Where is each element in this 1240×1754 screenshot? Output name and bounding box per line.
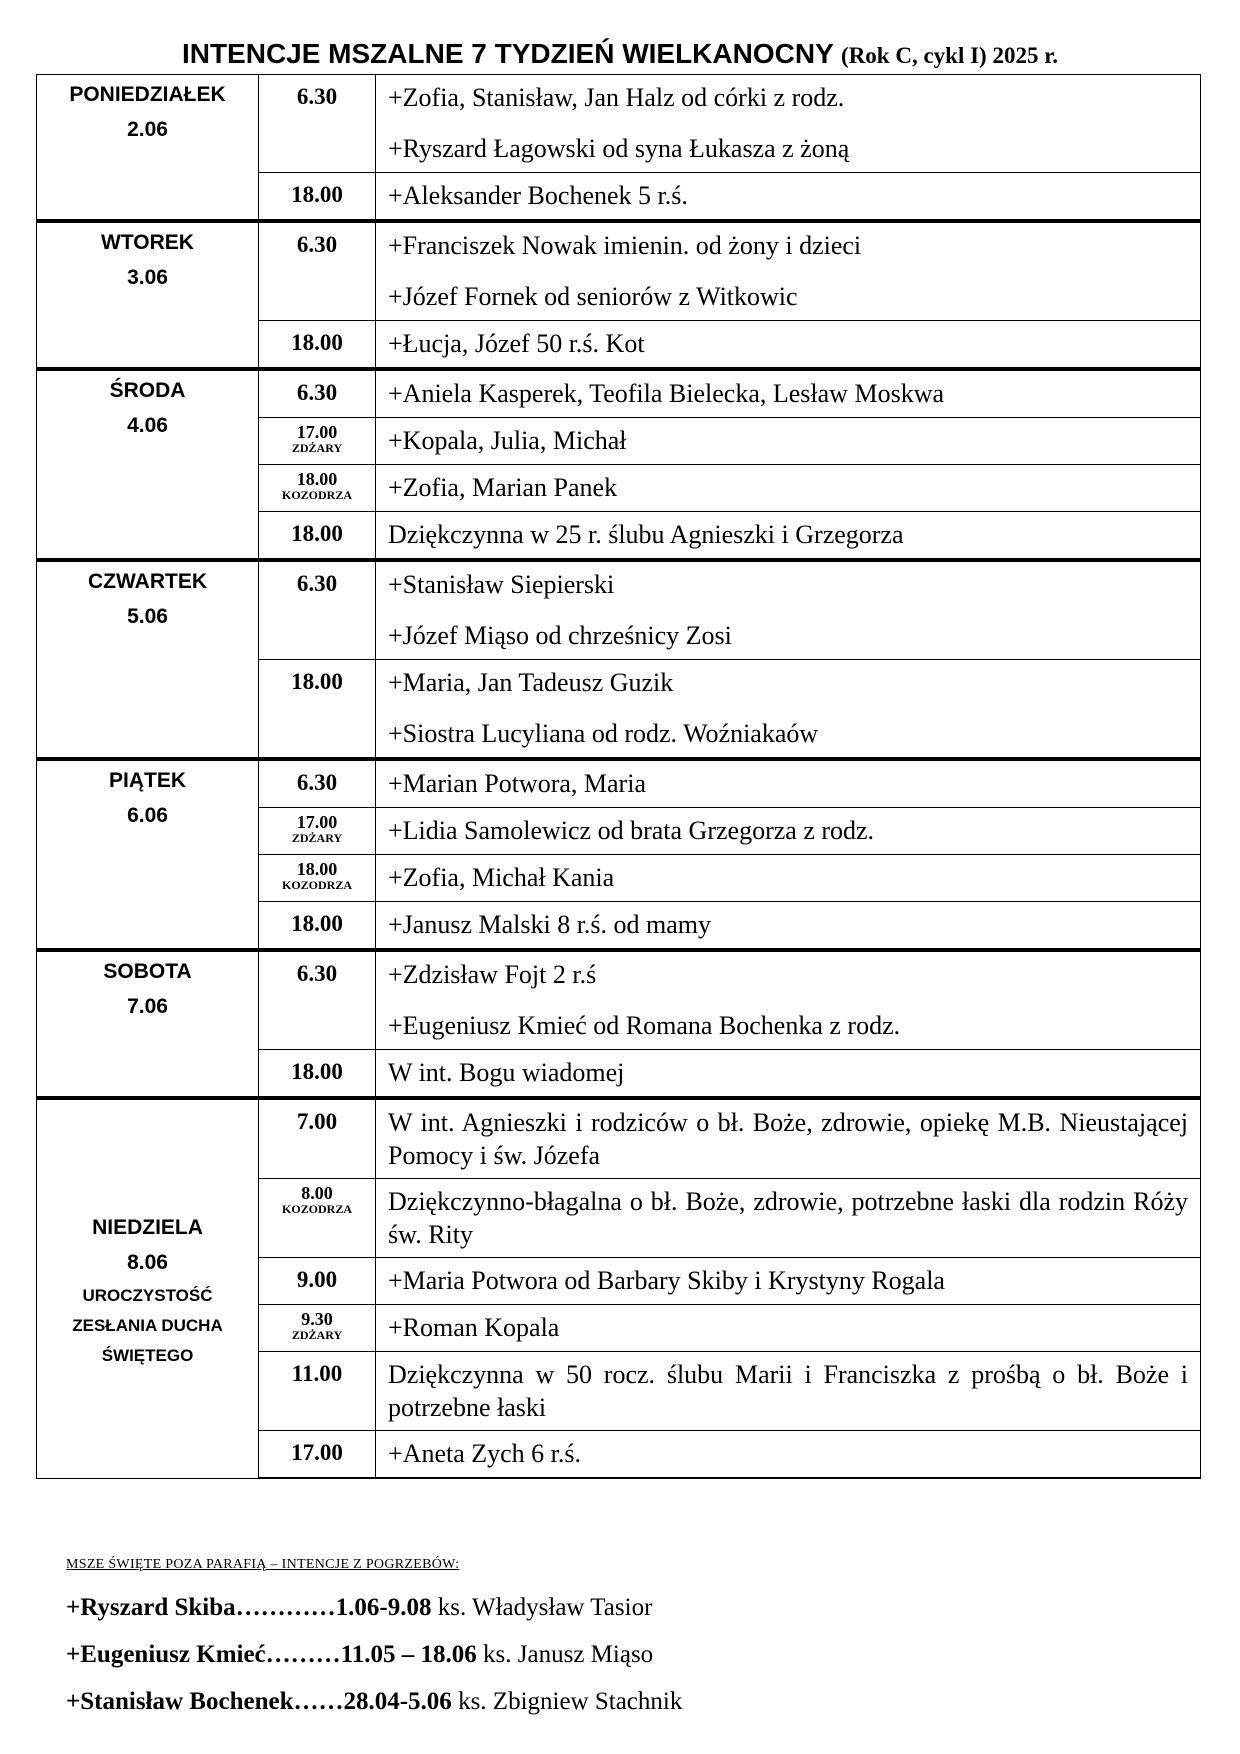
- intention-text: +Marian Potwora, Maria: [388, 769, 646, 798]
- deceased-name: +Eugeniusz Kmieć………: [66, 1641, 341, 1668]
- day-cell: [37, 950, 259, 1098]
- deceased-name: +Ryszard Skiba…………: [66, 1594, 336, 1621]
- intention-text: Dziękczynno-błagalna o bł. Boże, zdrowie, potrzebne łaski dla rodzin Róży św. Rity: [388, 1187, 1188, 1249]
- priest-name: ks. Janusz Miąso: [476, 1641, 654, 1668]
- day-cell: [37, 759, 259, 950]
- day-name: PIĄTEK: [108, 769, 186, 792]
- intention-cell: [376, 173, 1201, 222]
- schedule-body: [37, 75, 1201, 1479]
- mass-row: [37, 759, 1201, 808]
- title-main: INTENCJE MSZALNE 7 TYDZIEŃ WIELKANOCNY: [181, 38, 834, 69]
- mass-location: KOZODRZA: [281, 488, 352, 502]
- intention-text: +Zofia, Marian Panek: [388, 473, 618, 502]
- intention-cell: [376, 221, 1201, 321]
- time-cell: [259, 660, 376, 760]
- mass-time: 18.00: [291, 521, 343, 546]
- mass-time: 7.00: [296, 1109, 338, 1134]
- mass-time: 18.00: [296, 859, 338, 879]
- priest-name: ks. Zbigniew Stachnik: [451, 1688, 683, 1715]
- mass-time: 9.30: [301, 1309, 333, 1329]
- day-date: 7.06: [127, 995, 168, 1018]
- intention-text: +Maria Potwora od Barbary Skiby i Krystyny Rogala: [388, 1266, 945, 1295]
- intention-text: +Ryszard Łagowski od syna Łukasza z żoną: [388, 134, 850, 163]
- time-cell: [259, 560, 376, 660]
- intention-cell: [376, 321, 1201, 370]
- time-cell: [259, 173, 376, 222]
- time-cell: [259, 759, 376, 808]
- mass-time: 18.00: [291, 669, 343, 694]
- time-cell: [259, 369, 376, 418]
- time-cell: [259, 902, 376, 951]
- mass-time: 6.30: [296, 232, 338, 257]
- intention-text: W int. Agnieszki i rodziców o bł. Boże, zdrowie, opiekę M.B. Nieustającej Pomocy i św. Józefa: [388, 1108, 1188, 1170]
- day-date: 3.06: [127, 266, 168, 289]
- day-cell: [37, 369, 259, 560]
- day-date: 2.06: [127, 118, 168, 141]
- day-cell: [37, 560, 259, 759]
- time-cell: [259, 1352, 376, 1431]
- mass-time: 17.00: [296, 422, 338, 442]
- day-date: 4.06: [127, 414, 168, 437]
- day-name: PONIEDZIAŁEK: [69, 83, 226, 106]
- intention-text: Dziękczynna w 25 r. ślubu Agnieszki i Grzegorza: [388, 520, 904, 549]
- mass-time: 18.00: [291, 182, 343, 207]
- external-mass-row: [66, 1595, 682, 1620]
- time-cell: [259, 1305, 376, 1352]
- intention-cell: [376, 808, 1201, 855]
- intention-text: +Siostra Lucyliana od rodz. Woźniakaów: [388, 719, 819, 748]
- mass-time: 17.00: [296, 812, 338, 832]
- mass-row: [37, 369, 1201, 418]
- priest-name: ks. Władysław Tasior: [431, 1594, 653, 1621]
- external-mass-row: [66, 1689, 682, 1714]
- mass-time: 18.00: [296, 469, 338, 489]
- intention-cell: [376, 560, 1201, 660]
- intention-cell: [376, 950, 1201, 1050]
- time-cell: [259, 808, 376, 855]
- time-cell: [259, 512, 376, 561]
- intention-cell: [376, 1352, 1201, 1431]
- mass-time: 6.30: [296, 380, 338, 405]
- time-cell: [259, 321, 376, 370]
- external-mass-row: [66, 1642, 682, 1667]
- time-cell: [259, 418, 376, 465]
- mass-time: 8.00: [301, 1183, 333, 1203]
- mass-intentions-table: [36, 74, 1201, 1479]
- intention-text: +Zdzisław Fojt 2 r.ś: [388, 960, 597, 989]
- intention-text: +Łucja, Józef 50 r.ś. Kot: [388, 329, 645, 358]
- intention-text: +Aneta Zych 6 r.ś.: [388, 1439, 582, 1468]
- intention-text: +Aniela Kasperek, Teofila Bielecka, Lesław Moskwa: [388, 379, 945, 408]
- intention-cell: [376, 1305, 1201, 1352]
- mass-row: [37, 221, 1201, 321]
- intention-cell: [376, 855, 1201, 902]
- mass-location: KOZODRZA: [281, 878, 352, 892]
- mass-time: 6.30: [296, 770, 338, 795]
- time-cell: [259, 855, 376, 902]
- intention-cell: [376, 1098, 1201, 1179]
- intention-cell: [376, 660, 1201, 760]
- intention-text: +Roman Kopala: [388, 1313, 560, 1342]
- mass-time: 6.30: [296, 571, 338, 596]
- title-sub: (Rok C, cykl I) 2025 r.: [841, 43, 1059, 68]
- time-cell: [259, 1431, 376, 1479]
- time-cell: [259, 1050, 376, 1099]
- intention-text: +Józef Fornek od seniorów z Witkowic: [388, 282, 798, 311]
- day-name: CZWARTEK: [88, 570, 207, 593]
- intention-cell: [376, 1179, 1201, 1258]
- intention-text: Dziękczynna w 50 rocz. ślubu Marii i Franciszka z prośbą o bł. Boże i potrzebne łaski: [388, 1360, 1188, 1422]
- feast-label: ZESŁANIA DUCHA: [72, 1315, 223, 1335]
- intention-cell: [376, 902, 1201, 951]
- day-name: ŚRODA: [109, 379, 186, 402]
- mass-time: 9.00: [296, 1267, 338, 1292]
- mass-location: ZDŻARY: [291, 1328, 343, 1342]
- intention-text: +Zofia, Stanisław, Jan Halz od córki z rodz.: [388, 83, 845, 112]
- day-date: 8.06: [127, 1250, 168, 1274]
- mass-time: 18.00: [291, 911, 343, 936]
- mass-location: ZDŻARY: [291, 441, 343, 455]
- external-masses: [66, 1557, 682, 1714]
- deceased-name: +Stanisław Bochenek……: [66, 1688, 344, 1715]
- intention-cell: [376, 1258, 1201, 1305]
- time-cell: [259, 950, 376, 1050]
- time-cell: [259, 75, 376, 173]
- mass-time: 18.00: [291, 330, 343, 355]
- intention-text: +Aleksander Bochenek 5 r.ś.: [388, 181, 688, 210]
- mass-dates: 11.05 – 18.06: [340, 1641, 477, 1668]
- mass-time: 18.00: [291, 1059, 343, 1084]
- feast-label: UROCZYSTOŚĆ: [82, 1285, 213, 1305]
- intention-text: +Franciszek Nowak imienin. od żony i dzieci: [388, 231, 862, 260]
- time-cell: [259, 1179, 376, 1258]
- day-cell: [37, 221, 259, 369]
- mass-row: [37, 1098, 1201, 1179]
- mass-dates: 28.04-5.06: [343, 1688, 452, 1715]
- mass-location: ZDŻARY: [291, 831, 343, 845]
- mass-time: 6.30: [296, 84, 338, 109]
- day-name: WTOREK: [101, 231, 194, 254]
- day-date: 5.06: [127, 605, 168, 628]
- mass-row: [37, 75, 1201, 173]
- time-cell: [259, 1098, 376, 1179]
- intention-cell: [376, 1431, 1201, 1479]
- mass-dates: 1.06-9.08: [335, 1594, 432, 1621]
- mass-row: [37, 950, 1201, 1050]
- time-cell: [259, 1258, 376, 1305]
- day-cell: [37, 1098, 259, 1478]
- intention-cell: [376, 512, 1201, 561]
- intention-text: +Stanisław Siepierski: [388, 570, 615, 599]
- intention-text: +Józef Miąso od chrześnicy Zosi: [388, 621, 732, 650]
- intention-cell: [376, 759, 1201, 808]
- intention-text: +Kopala, Julia, Michał: [388, 426, 627, 455]
- intention-cell: [376, 465, 1201, 512]
- day-date: 6.06: [127, 804, 168, 827]
- intention-cell: [376, 75, 1201, 173]
- intention-text: +Maria, Jan Tadeusz Guzik: [388, 668, 674, 697]
- intention-cell: [376, 1050, 1201, 1099]
- intention-text: +Zofia, Michał Kania: [388, 863, 615, 892]
- intention-cell: [376, 369, 1201, 418]
- mass-row: [37, 560, 1201, 660]
- intention-text: W int. Bogu wiadomej: [388, 1058, 625, 1087]
- time-cell: [259, 221, 376, 321]
- external-masses-header: MSZE ŚWIĘTE POZA PARAFIĄ – INTENCJE Z POGRZEBÓW:: [66, 1557, 460, 1572]
- page-title: [36, 38, 1204, 70]
- day-name: NIEDZIELA: [92, 1215, 203, 1239]
- intention-text: +Eugeniusz Kmieć od Romana Bochenka z rodz.: [388, 1011, 901, 1040]
- time-cell: [259, 465, 376, 512]
- mass-time: 6.30: [296, 961, 338, 986]
- mass-time: 17.00: [291, 1440, 343, 1465]
- intention-cell: [376, 418, 1201, 465]
- intention-text: +Janusz Malski 8 r.ś. od mamy: [388, 910, 712, 939]
- day-name: SOBOTA: [103, 960, 192, 983]
- mass-location: KOZODRZA: [281, 1202, 352, 1216]
- day-cell: [37, 75, 259, 222]
- mass-time: 11.00: [291, 1361, 343, 1386]
- feast-label: ŚWIĘTEGO: [101, 1345, 194, 1365]
- intention-text: +Lidia Samolewicz od brata Grzegorza z rodz.: [388, 816, 875, 845]
